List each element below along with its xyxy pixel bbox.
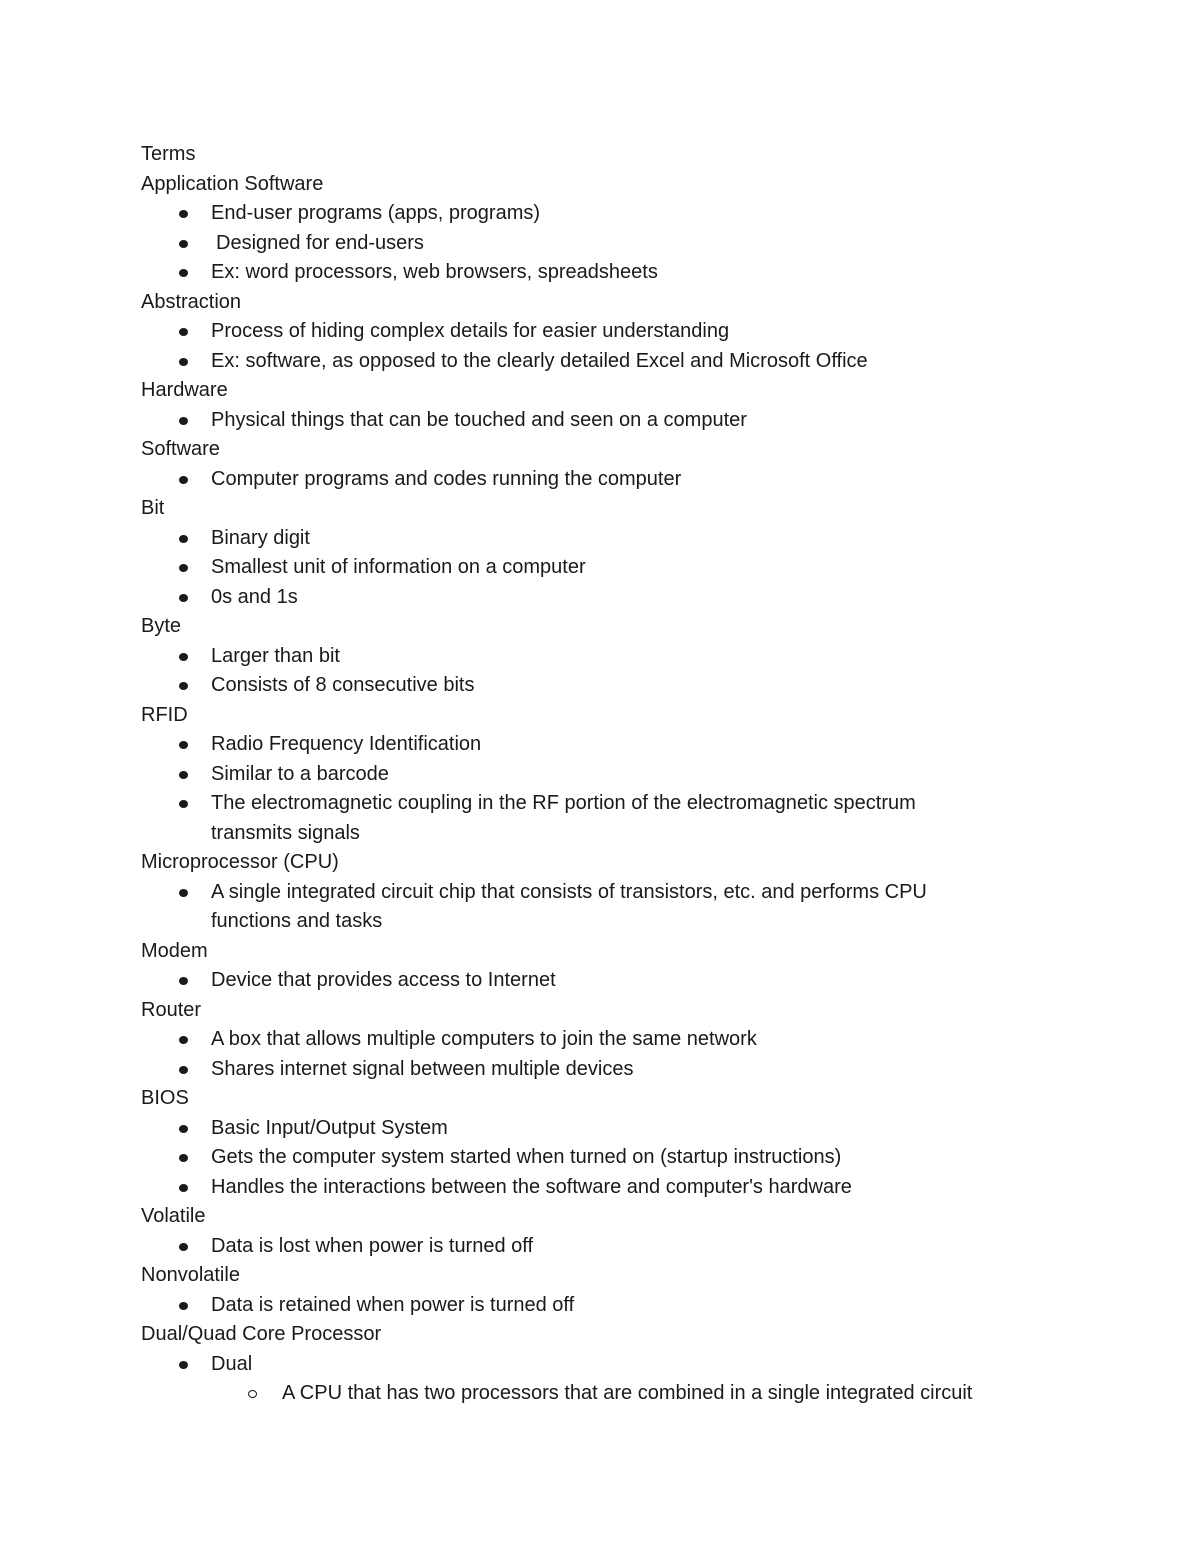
term-heading: Application Software: [141, 172, 324, 195]
sub-list-item: A CPU that has two processors that are combined in a single integrated circuit: [141, 1379, 1081, 1409]
bullet-icon: [179, 269, 188, 277]
bullet-icon: [179, 1302, 188, 1310]
list-item: End-user programs (apps, programs): [141, 199, 1081, 229]
list-item: Handles the interactions between the software and computer's hardware: [141, 1173, 1081, 1203]
list-item: Consists of 8 consecutive bits: [141, 671, 1081, 701]
term-heading: Microprocessor (CPU): [141, 851, 339, 873]
term-heading: Software: [141, 438, 220, 460]
bullet-icon: [179, 653, 188, 661]
list-item: A box that allows multiple computers to join the same network: [141, 1025, 1081, 1055]
bullet-icon: [179, 889, 188, 897]
bullet-icon: [179, 1125, 188, 1133]
list-item: Ex: word processors, web browsers, spreadsheets: [141, 258, 1081, 288]
list-item: Process of hiding complex details for easier understanding: [141, 317, 1081, 347]
list-item: Computer programs and codes running the computer: [141, 465, 1081, 495]
term-heading: BIOS: [141, 1087, 189, 1109]
bullet-icon: [179, 800, 188, 808]
list-item: Physical things that can be touched and seen on a computer: [141, 406, 1081, 436]
list-item: Dual: [141, 1350, 1081, 1380]
list-item: Radio Frequency Identification: [141, 730, 1081, 760]
bullet-icon: [179, 682, 188, 690]
term-heading: Hardware: [141, 379, 228, 401]
bullet-icon: [179, 741, 188, 749]
document-body: [141, 140, 1081, 1409]
term-heading: Nonvolatile: [141, 1264, 240, 1286]
bullet-icon: [179, 594, 188, 602]
bullet-icon: [179, 240, 188, 248]
term-heading: RFID: [141, 703, 188, 726]
bullet-icon: [179, 1361, 188, 1369]
list-item: Larger than bit: [141, 642, 1081, 672]
list-item: Basic Input/Output System: [141, 1114, 1081, 1144]
list-item: Device that provides access to Internet: [141, 966, 1081, 996]
bullet-icon: [179, 977, 188, 985]
term-heading: Dual/Quad Core Processor: [141, 1323, 382, 1345]
term-heading: Modem: [141, 939, 208, 962]
bullet-icon: [179, 1184, 188, 1192]
list-item: Ex: software, as opposed to the clearly detailed Excel and Microsoft Office: [141, 347, 1081, 377]
term-heading: Volatile: [141, 1205, 206, 1227]
bullet-icon: [179, 1243, 188, 1251]
list-item: The electromagnetic coupling in the RF portion of the electromagnetic spectrum transmits signals: [141, 789, 981, 848]
hollow-bullet-icon: [248, 1390, 257, 1398]
bullet-icon: [179, 564, 188, 572]
list-item: Gets the computer system started when turned on (startup instructions): [141, 1143, 1081, 1173]
term-heading: Abstraction: [141, 290, 242, 313]
bullet-icon: [179, 417, 188, 425]
list-item: Similar to a barcode: [141, 760, 1081, 790]
term-heading: Byte: [141, 615, 182, 637]
bullet-icon: [179, 771, 188, 779]
bullet-icon: [179, 328, 188, 336]
bullet-icon: [179, 476, 188, 484]
term-heading: Router: [141, 998, 202, 1021]
list-item: Designed for end-users: [141, 229, 1081, 259]
list-item: Shares internet signal between multiple devices: [141, 1055, 1081, 1085]
list-item: Binary digit: [141, 524, 1081, 554]
term-heading: Bit: [141, 497, 165, 519]
bullet-icon: [179, 1036, 188, 1044]
list-item: Smallest unit of information on a computer: [141, 553, 1081, 583]
bullet-icon: [179, 358, 188, 366]
list-item: Data is retained when power is turned off: [141, 1291, 1081, 1321]
list-item: 0s and 1s: [141, 583, 1081, 613]
bullet-icon: [179, 535, 188, 543]
bullet-icon: [179, 1066, 188, 1074]
bullet-icon: [179, 210, 188, 218]
list-item: A single integrated circuit chip that consists of transistors, etc. and performs CPU functions and tasks: [141, 878, 1001, 937]
bullet-icon: [179, 1154, 188, 1162]
list-item: Data is lost when power is turned off: [141, 1232, 1081, 1262]
page-title: Terms: [141, 143, 196, 165]
